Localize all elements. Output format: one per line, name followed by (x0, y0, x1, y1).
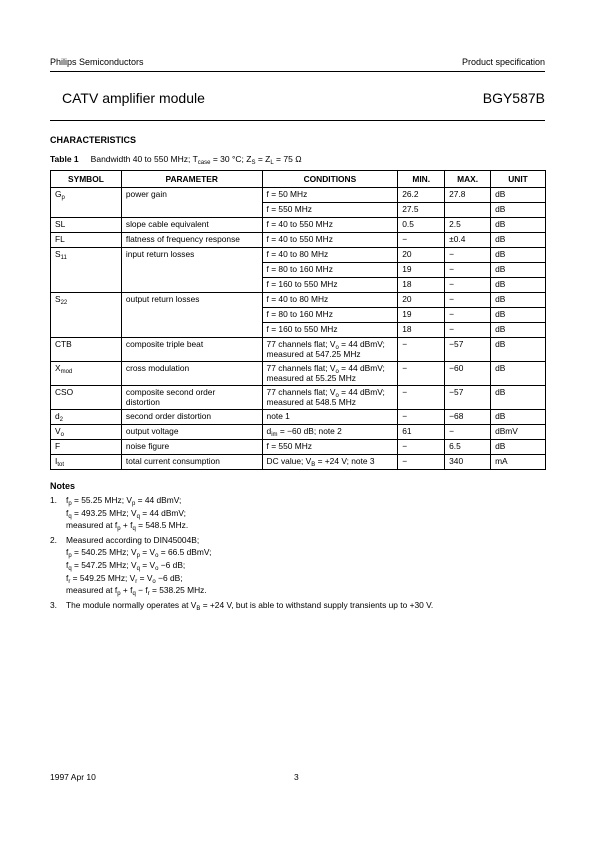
parameter-cell: output return losses (121, 292, 262, 337)
column-header: UNIT (491, 171, 546, 188)
max-cell: − (445, 307, 491, 322)
company-name: Philips Semiconductors (50, 57, 144, 67)
symbol-cell: $S_{11}$ (51, 247, 122, 292)
conditions-cell: note 1 (262, 409, 398, 424)
min-cell: − (398, 409, 445, 424)
note-number: 1. (50, 495, 57, 505)
table-row (51, 424, 546, 439)
note-line: $f_p = 540.25$ MHz; $V_p = V_o = 66.5$ dBmV; (66, 547, 212, 560)
conditions-cell: f = 80 to 160 MHz (262, 307, 398, 322)
table-body (51, 187, 546, 469)
parameter-cell: second order distortion (121, 409, 262, 424)
min-cell: − (398, 454, 445, 469)
table-row (51, 454, 546, 469)
table-row (51, 187, 546, 202)
title-divider (50, 120, 545, 121)
min-cell: 19 (398, 307, 445, 322)
max-cell: − (445, 322, 491, 337)
unit-cell: dB (491, 409, 546, 424)
parameter-cell: slope cable equivalent (121, 217, 262, 232)
min-cell: 18 (398, 322, 445, 337)
header-divider (50, 71, 545, 72)
parameter-cell: noise figure (121, 439, 262, 454)
product-title: CATV amplifier module (62, 90, 205, 106)
table-row (51, 232, 546, 247)
unit-cell: dB (491, 337, 546, 361)
conditions-cell: f = 80 to 160 MHz (262, 262, 398, 277)
note-line: $f_q = 493.25$ MHz; $V_q = 44$ dBmV; (66, 507, 186, 520)
table-label: Table 1 (50, 154, 79, 164)
max-cell: −57 (445, 385, 491, 409)
parameter-cell: power gain (121, 187, 262, 217)
column-header: MAX. (445, 171, 491, 188)
column-header: CONDITIONS (262, 171, 398, 188)
conditions-cell: f = 160 to 550 MHz (262, 277, 398, 292)
conditions-cell: 77 channels flat; $V_o = 44$ dBmV; measured at 547.25 MHz (262, 337, 398, 361)
unit-cell: dB (491, 247, 546, 262)
min-cell: 0.5 (398, 217, 445, 232)
conditions-cell: DC value; $V_B = +24$ V; note 3 (262, 454, 398, 469)
unit-cell: dB (491, 232, 546, 247)
min-cell: 18 (398, 277, 445, 292)
max-cell (445, 202, 491, 217)
conditions-cell: f = 40 to 80 MHz (262, 292, 398, 307)
conditions-cell: f = 50 MHz (262, 187, 398, 202)
max-cell: 340 (445, 454, 491, 469)
max-cell: −60 (445, 361, 491, 385)
min-cell: 20 (398, 292, 445, 307)
min-cell: − (398, 385, 445, 409)
parameter-cell: flatness of frequency response (121, 232, 262, 247)
conditions-cell: 77 channels flat; $V_o = 44$ dBmV; measured at 55.25 MHz (262, 361, 398, 385)
column-header: MIN. (398, 171, 445, 188)
unit-cell: dBmV (491, 424, 546, 439)
table-row (51, 247, 546, 262)
parameter-cell: output voltage (121, 424, 262, 439)
symbol-cell: FL (51, 232, 122, 247)
table-row (51, 337, 546, 361)
min-cell: 26.2 (398, 187, 445, 202)
note-number: 2. (50, 534, 57, 545)
max-cell: − (445, 277, 491, 292)
unit-cell: dB (491, 307, 546, 322)
unit-cell: dB (491, 385, 546, 409)
symbol-cell: CTB (51, 337, 122, 361)
max-cell: 6.5 (445, 439, 491, 454)
conditions-cell: 77 channels flat; $V_o = 44$ dBmV; measured at 548.5 MHz (262, 385, 398, 409)
unit-cell: dB (491, 262, 546, 277)
min-cell: − (398, 439, 445, 454)
conditions-cell: f = 40 to 550 MHz (262, 217, 398, 232)
conditions-cell: $d_{im} = -60$ dB; note 2 (262, 424, 398, 439)
note-line: $f_q = 547.25$ MHz; $V_q = V_o -6$ dB; (66, 560, 186, 572)
symbol-cell: SL (51, 217, 122, 232)
symbol-cell: F (51, 439, 122, 454)
page-number: 3 (294, 772, 299, 782)
column-header: PARAMETER (121, 171, 262, 188)
symbol-cell: $d_2$ (51, 409, 122, 424)
max-cell: − (445, 262, 491, 277)
symbol-cell: $S_{22}$ (51, 292, 122, 337)
table-row (51, 361, 546, 385)
max-cell: −68 (445, 409, 491, 424)
max-cell: − (445, 292, 491, 307)
document-type: Product specification (461, 57, 545, 67)
unit-cell: dB (491, 277, 546, 292)
min-cell: − (398, 232, 445, 247)
part-number: BGY587B (482, 90, 545, 106)
unit-cell: dB (491, 322, 546, 337)
table-row (51, 439, 546, 454)
table-caption (50, 154, 302, 164)
characteristics-table (50, 170, 546, 470)
conditions-cell: f = 40 to 80 MHz (262, 247, 398, 262)
conditions-cell: f = 550 MHz (262, 439, 398, 454)
parameter-cell: composite triple beat (121, 337, 262, 361)
parameter-cell: input return losses (121, 247, 262, 292)
min-cell: 19 (398, 262, 445, 277)
max-cell: −57 (445, 337, 491, 361)
note-line: measured at $f_p + f_q - f_r = 538.25$ MHz. (66, 585, 207, 598)
unit-cell: dB (491, 202, 546, 217)
footer-date: 1997 Apr 10 (50, 772, 96, 782)
symbol-cell: CSO (51, 385, 122, 409)
min-cell: 27.5 (398, 202, 445, 217)
unit-cell: dB (491, 292, 546, 307)
note-line: Measured according to DIN45004B; (66, 534, 200, 545)
unit-cell: dB (491, 361, 546, 385)
section-heading: CHARACTERISTICS (50, 135, 137, 145)
symbol-cell: $X_{mod}$ (51, 361, 122, 385)
conditions-cell: f = 550 MHz (262, 202, 398, 217)
note-number: 3. (50, 599, 57, 610)
symbol-cell: $G_p$ (51, 187, 122, 217)
max-cell: 2.5 (445, 217, 491, 232)
table-header-row (51, 171, 546, 188)
conditions-cell: f = 40 to 550 MHz (262, 232, 398, 247)
conditions-cell: f = 160 to 550 MHz (262, 322, 398, 337)
table-row (51, 385, 546, 409)
notes-heading: Notes (50, 481, 76, 491)
table-caption-text: Bandwidth 40 to 550 MHz; $T_{case} = 30$ °C; $Z_S = Z_L = 75$ Ω (90, 154, 302, 166)
max-cell: 27.8 (445, 187, 491, 202)
column-header: SYMBOL (51, 171, 122, 188)
parameter-cell: total current consumption (121, 454, 262, 469)
max-cell: ±0.4 (445, 232, 491, 247)
table-row (51, 409, 546, 424)
table-row (51, 292, 546, 307)
min-cell: 61 (398, 424, 445, 439)
unit-cell: dB (491, 187, 546, 202)
note-line: The module normally operates at $V_B = +24$ V, but is able to withstand supply transients up to +30 V. (66, 599, 434, 612)
max-cell: − (445, 424, 491, 439)
notes-list (50, 494, 545, 619)
unit-cell: mA (491, 454, 546, 469)
symbol-cell: $V_o$ (51, 424, 122, 439)
min-cell: − (398, 361, 445, 385)
max-cell: − (445, 247, 491, 262)
parameter-cell: cross modulation (121, 361, 262, 385)
note-line: measured at $f_p + f_q = 548.5$ MHz. (66, 520, 189, 533)
table-row (51, 217, 546, 232)
unit-cell: dB (491, 439, 546, 454)
symbol-cell: $I_{tot}$ (51, 454, 122, 469)
unit-cell: dB (491, 217, 546, 232)
note-line: $f_p = 55.25$ MHz; $V_p = 44$ dBmV; (66, 495, 182, 507)
note-line: $f_r = 549.25$ MHz; $V_r = V_o -6$ dB; (66, 572, 183, 585)
min-cell: 20 (398, 247, 445, 262)
parameter-cell: composite second order distortion (121, 385, 262, 409)
min-cell: − (398, 337, 445, 361)
